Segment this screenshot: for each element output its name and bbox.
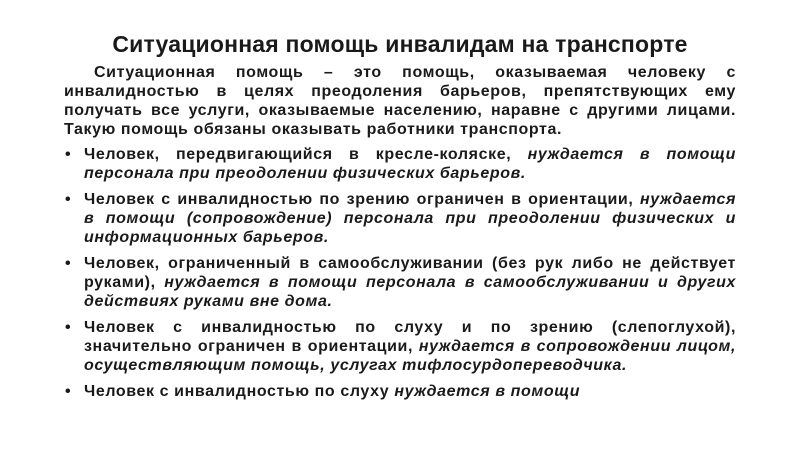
slide-content [64, 63, 736, 408]
item-emphasis: нуждается в помощи персонала в самообслуживании и других действиях руками вне дома. [84, 274, 736, 310]
bullet-icon: • [65, 383, 72, 400]
bullet-icon: • [65, 146, 72, 163]
item-text: Человек, ограниченный в самообслуживании (без рук либо не действует руками), [84, 255, 736, 291]
slide-title: Ситуационная помощь инвалидам на транспорте [112, 31, 688, 57]
item-text: Человек с инвалидностью по слуху [84, 383, 395, 400]
item-emphasis: нуждается в помощи [394, 383, 581, 400]
bullet-list [64, 145, 736, 401]
bullet-icon: • [65, 191, 72, 208]
list-item [64, 318, 736, 375]
item-text: Человек, передвигающийся в кресле-коляске, [84, 146, 528, 163]
bullet-icon: • [65, 255, 72, 272]
item-text: Человек с инвалидностью по слуху и по зрению (слепоглухой), значительно ограничен в ориентации, [84, 319, 736, 355]
item-text: Человек с инвалидностью по зрению ограничен в ориентации, [84, 191, 641, 208]
item-emphasis: нуждается в помощи персонала при преодолении физических барьеров. [84, 146, 736, 182]
list-item [64, 145, 736, 183]
list-item [64, 382, 736, 401]
bullet-icon: • [65, 319, 72, 336]
list-item [64, 190, 736, 247]
intro-paragraph: Ситуационная помощь – это помощь, оказываемая человеку с инвалидностью в целях преодоления барьеров, препятствующих ему получать все услуги, оказываемые населению, наравне с другими лицами. Такую помощь обязаны оказывать работники транспорта. [64, 64, 736, 138]
item-emphasis: нуждается в сопровождении лицом, осуществляющим помощь, услугах тифлосурдопереводчика. [84, 338, 736, 374]
list-item [64, 254, 736, 311]
item-emphasis: нуждается в помощи (сопровождение) персонала при преодолении физических и информационных барьеров. [84, 191, 736, 246]
